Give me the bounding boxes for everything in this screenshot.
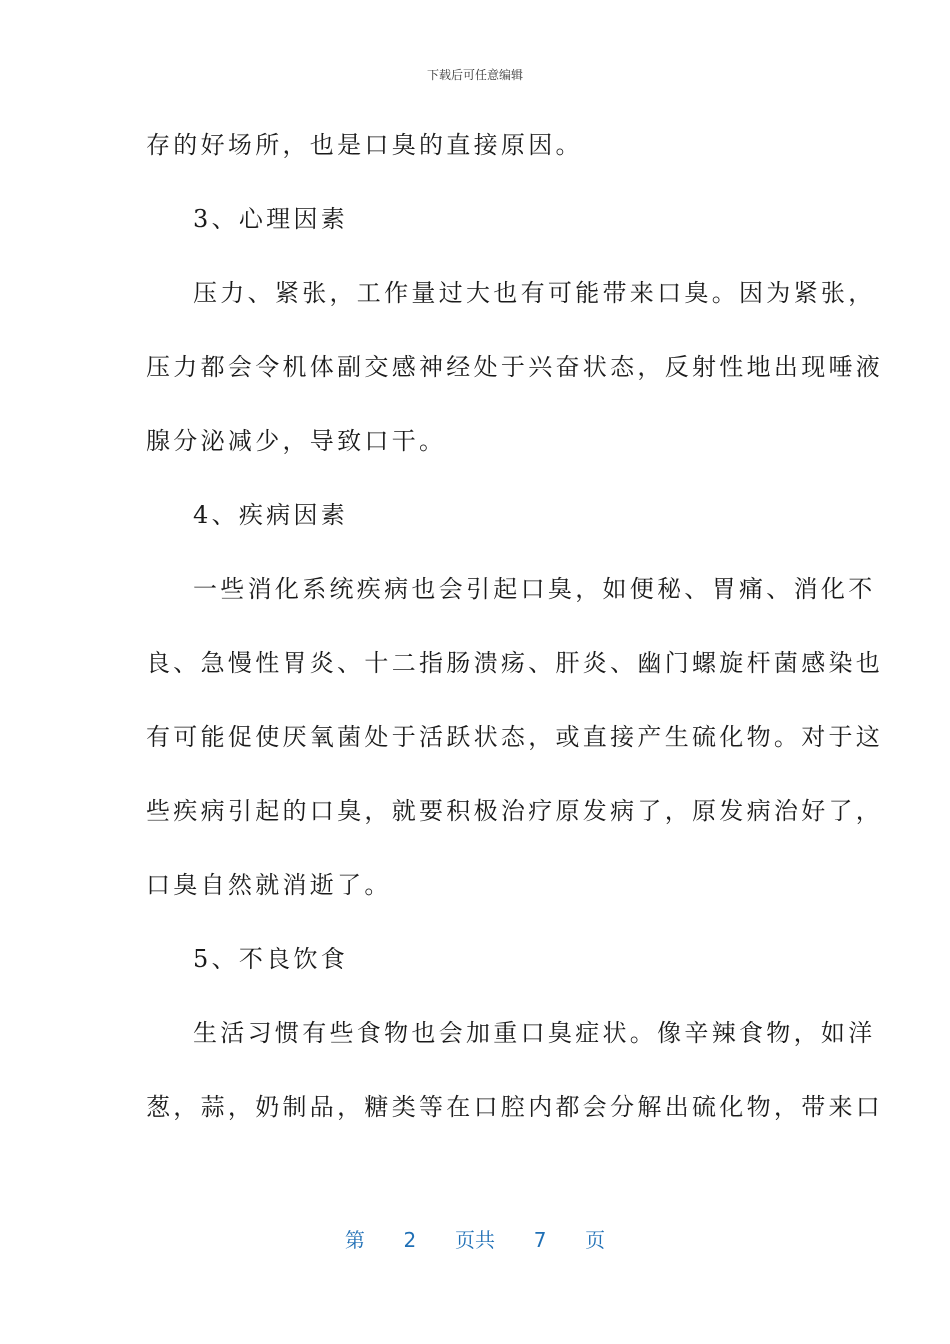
text-line-8: 良、急慢性胃炎、十二指肠溃疡、肝炎、幽门螺旋杆菌感染也 [146, 649, 884, 677]
text-line-5: 腺分泌减少，导致口干。 [146, 427, 447, 455]
section-heading-5: 5、不良饮食 [193, 945, 349, 973]
section-heading-3: 3、心理因素 [193, 205, 349, 233]
footer-middle: 页共 [455, 1228, 495, 1252]
text-line-4: 压力都会令机体副交感神经处于兴奋状态，反射性地出现唾液 [146, 353, 884, 381]
document-body [146, 120, 884, 1156]
text-line-3: 压力、紧张，工作量过大也有可能带来口臭。因为紧张， [193, 279, 876, 307]
text-line-11: 口臭自然就消逝了。 [146, 871, 392, 899]
text-line-7: 一些消化系统疾病也会引起口臭，如便秘、胃痛、消化不 [193, 575, 876, 603]
page-header: 下载后可任意编辑 [426, 68, 523, 82]
text-line-9: 有可能促使厌氧菌处于活跃状态，或直接产生硫化物。对于这 [146, 723, 884, 751]
text-line-13: 生活习惯有些食物也会加重口臭症状。像辛辣食物，如洋 [193, 1019, 876, 1047]
footer-total-pages: 7 [533, 1228, 547, 1252]
section-heading-4: 4、疾病因素 [193, 501, 349, 529]
footer-suffix: 页 [585, 1228, 606, 1252]
page-footer [0, 1224, 950, 1253]
footer-prefix: 第 [344, 1228, 365, 1252]
text-line-14: 葱，蒜，奶制品，糖类等在口腔内都会分解出硫化物，带来口 [146, 1093, 884, 1121]
footer-page-number: 2 [403, 1228, 417, 1252]
text-line-10: 些疾病引起的口臭，就要积极治疗原发病了，原发病治好了， [146, 797, 884, 825]
text-line-1: 存的好场所，也是口臭的直接原因。 [146, 131, 583, 159]
